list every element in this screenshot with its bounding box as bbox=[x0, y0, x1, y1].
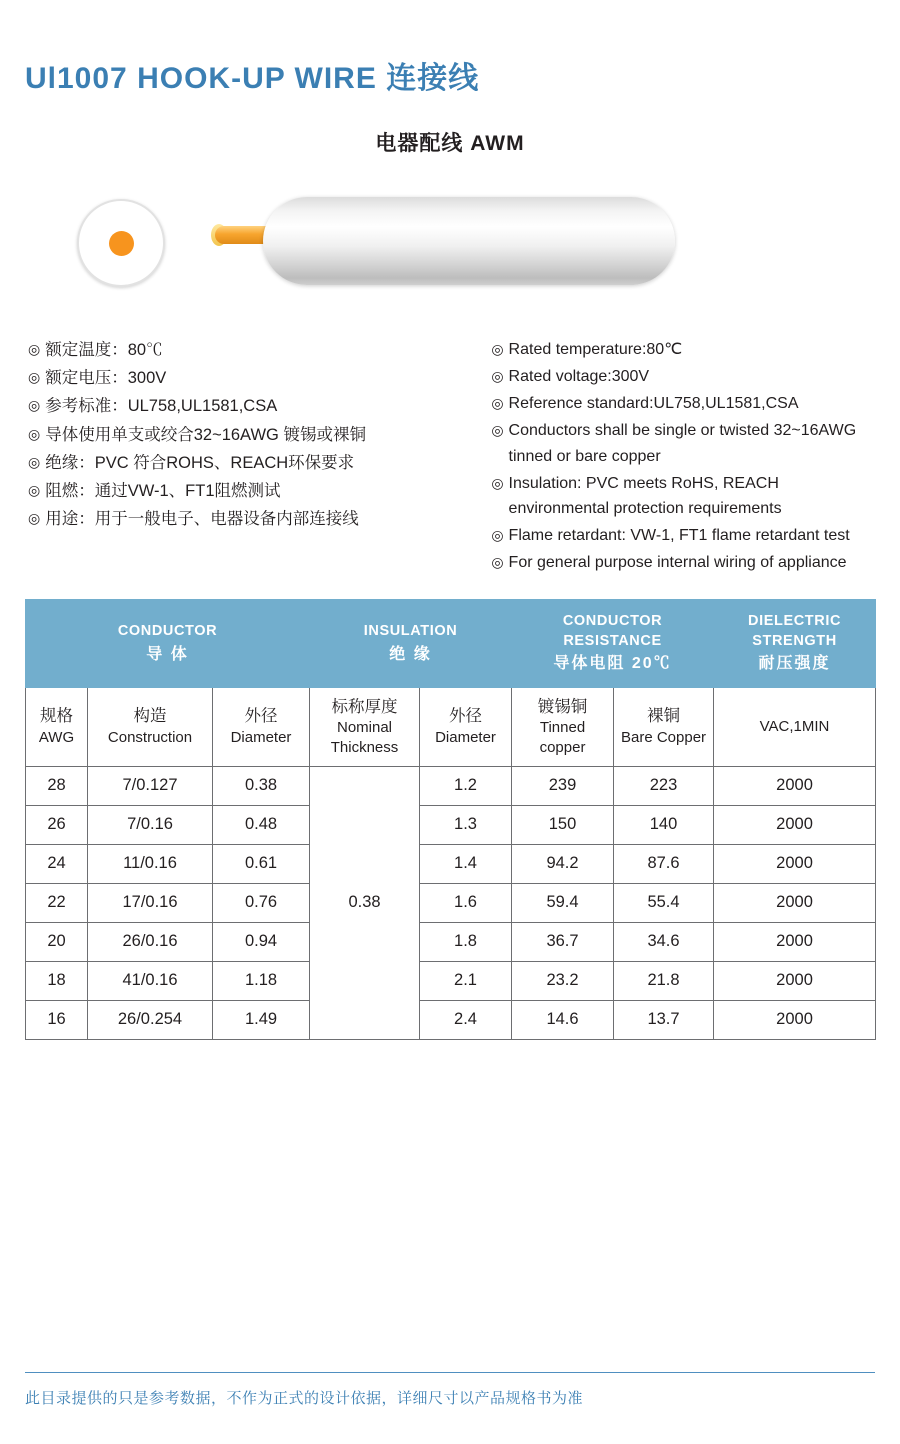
subheader-cn: 镀锡铜 bbox=[537, 697, 588, 716]
page-subtitle: 电器配线 AWM bbox=[375, 132, 525, 155]
cell-construction: 11/0.16 bbox=[88, 844, 213, 883]
spec-text: 绝缘：PVC 符合ROHS、REACH环保要求 bbox=[45, 453, 355, 472]
cell-vac: 2000 bbox=[714, 961, 876, 1000]
list-item bbox=[28, 450, 491, 477]
cell-bare-copper: 34.6 bbox=[614, 922, 714, 961]
spec-text: 额定电压：300V bbox=[45, 369, 167, 388]
subheader-en: Nominal Thickness bbox=[330, 719, 399, 756]
cell-insulation-diameter: 1.4 bbox=[420, 844, 512, 883]
bullet-icon: ◎ bbox=[28, 482, 41, 499]
cell-construction: 26/0.16 bbox=[88, 922, 213, 961]
group-header-en: INSULATION bbox=[363, 622, 458, 639]
list-item bbox=[491, 418, 875, 470]
spec-text: 阻燃：通过VW-1、FT1阻燃测试 bbox=[45, 482, 281, 501]
cell-vac: 2000 bbox=[714, 766, 876, 805]
cell-tinned-copper: 239 bbox=[512, 766, 614, 805]
subheader-en: AWG bbox=[38, 728, 75, 746]
bullet-icon: ◎ bbox=[491, 367, 504, 384]
cell-insulation-diameter: 1.3 bbox=[420, 805, 512, 844]
subheader-en: Diameter bbox=[435, 728, 496, 746]
cell-conductor-diameter: 0.76 bbox=[213, 883, 310, 922]
table-row bbox=[26, 922, 876, 961]
spec-text: 用途：用于一般电子、电器设备内部连接线 bbox=[45, 510, 359, 529]
subheader-conductor-diameter bbox=[213, 687, 310, 766]
group-header-cn: 耐压强度 bbox=[758, 655, 831, 673]
cell-vac: 2000 bbox=[714, 922, 876, 961]
wire-cross-section-icon bbox=[77, 199, 165, 287]
bullet-icon: ◎ bbox=[28, 397, 41, 414]
wire-insulation-body bbox=[263, 197, 675, 285]
cell-construction: 17/0.16 bbox=[88, 883, 213, 922]
cell-tinned-copper: 150 bbox=[512, 805, 614, 844]
table-row bbox=[26, 766, 876, 805]
subheader-en: VAC,1MIN bbox=[759, 718, 830, 736]
list-item bbox=[491, 550, 875, 576]
subheader-tinned-copper bbox=[512, 687, 614, 766]
cell-bare-copper: 55.4 bbox=[614, 883, 714, 922]
footer-divider bbox=[25, 1372, 875, 1373]
specifications bbox=[25, 337, 875, 577]
bullet-icon: ◎ bbox=[491, 421, 504, 438]
subheader-en: Diameter bbox=[230, 728, 292, 746]
bullet-icon: ◎ bbox=[28, 510, 41, 527]
subheader-cn: 规格 bbox=[40, 707, 73, 726]
subheader-awg bbox=[26, 687, 88, 766]
specification-table bbox=[25, 599, 876, 1040]
subheader-insulation-diameter bbox=[420, 687, 512, 766]
cell-vac: 2000 bbox=[714, 844, 876, 883]
subheader-cn: 标称厚度 bbox=[331, 697, 398, 716]
cell-bare-copper: 87.6 bbox=[614, 844, 714, 883]
cell-conductor-diameter: 0.94 bbox=[213, 922, 310, 961]
bullet-icon: ◎ bbox=[491, 554, 504, 571]
cell-nominal-thickness: 0.38 bbox=[310, 766, 420, 1039]
list-item bbox=[28, 365, 491, 392]
bullet-icon: ◎ bbox=[28, 369, 41, 386]
table-row bbox=[26, 805, 876, 844]
conductor-core bbox=[109, 231, 134, 256]
cell-tinned-copper: 36.7 bbox=[512, 922, 614, 961]
spec-text: Conductors shall be single or twisted 32~16AWG tinned or bare copper bbox=[508, 421, 857, 465]
cell-awg: 28 bbox=[26, 766, 88, 805]
group-header-resistance bbox=[512, 600, 714, 688]
spec-text: Reference standard:UL758,UL1581,CSA bbox=[508, 394, 799, 412]
spec-text: For general purpose internal wiring of appliance bbox=[508, 554, 847, 572]
group-header-dielectric bbox=[714, 600, 876, 688]
cell-insulation-diameter: 2.1 bbox=[420, 961, 512, 1000]
bullet-icon: ◎ bbox=[491, 474, 504, 491]
spec-text: Rated temperature:80℃ bbox=[508, 341, 683, 358]
specs-english bbox=[491, 337, 875, 577]
page-title-cn: 连接线 bbox=[386, 62, 480, 95]
list-item bbox=[491, 364, 875, 390]
list-item bbox=[28, 506, 491, 533]
spec-table-wrapper bbox=[25, 599, 875, 1040]
list-item bbox=[28, 393, 491, 420]
cell-bare-copper: 21.8 bbox=[614, 961, 714, 1000]
wire-illustration bbox=[25, 179, 875, 319]
cell-awg: 26 bbox=[26, 805, 88, 844]
specs-chinese bbox=[25, 337, 491, 577]
bullet-icon: ◎ bbox=[28, 453, 41, 470]
bullet-icon: ◎ bbox=[28, 341, 41, 357]
group-header-conductor bbox=[26, 600, 310, 688]
spec-text: Insulation: PVC meets RoHS, REACH environmental protection requirements bbox=[508, 474, 782, 518]
group-header-cn: 导 体 bbox=[146, 645, 189, 663]
cell-vac: 2000 bbox=[714, 883, 876, 922]
subheader-en: Tinned copper bbox=[539, 719, 586, 756]
cell-tinned-copper: 14.6 bbox=[512, 1000, 614, 1039]
subheader-bare-copper bbox=[614, 687, 714, 766]
page-title-en: Ul1007 HOOK-UP WIRE bbox=[25, 62, 377, 95]
group-header-cn: 导体电阻 20℃ bbox=[553, 655, 672, 673]
bullet-icon: ◎ bbox=[491, 394, 504, 411]
page-footer bbox=[25, 1372, 875, 1408]
subheader-en: Construction bbox=[107, 728, 193, 746]
subheader-construction bbox=[88, 687, 213, 766]
cell-insulation-diameter: 1.6 bbox=[420, 883, 512, 922]
cell-conductor-diameter: 0.61 bbox=[213, 844, 310, 883]
subheader-cn: 构造 bbox=[133, 707, 167, 726]
cell-construction: 26/0.254 bbox=[88, 1000, 213, 1039]
cell-insulation-diameter: 2.4 bbox=[420, 1000, 512, 1039]
cell-awg: 24 bbox=[26, 844, 88, 883]
cell-awg: 20 bbox=[26, 922, 88, 961]
bullet-icon: ◎ bbox=[28, 425, 41, 442]
list-item bbox=[28, 422, 491, 449]
cell-awg: 22 bbox=[26, 883, 88, 922]
group-header-en: CONDUCTOR bbox=[117, 622, 218, 639]
table-row bbox=[26, 883, 876, 922]
table-group-header-row bbox=[26, 600, 876, 688]
list-item bbox=[491, 471, 875, 523]
spec-text: Rated voltage:300V bbox=[508, 367, 650, 385]
cell-vac: 2000 bbox=[714, 1000, 876, 1039]
cell-insulation-diameter: 1.2 bbox=[420, 766, 512, 805]
page-title bbox=[25, 0, 875, 95]
cell-insulation-diameter: 1.8 bbox=[420, 922, 512, 961]
spec-text: 额定温度：80℃ bbox=[45, 341, 163, 359]
table-row bbox=[26, 1000, 876, 1039]
cell-conductor-diameter: 1.49 bbox=[213, 1000, 310, 1039]
group-header-en: CONDUCTOR RESISTANCE bbox=[562, 613, 663, 649]
table-row bbox=[26, 844, 876, 883]
cell-construction: 7/0.127 bbox=[88, 766, 213, 805]
group-header-cn: 绝 缘 bbox=[389, 645, 432, 663]
cell-construction: 41/0.16 bbox=[88, 961, 213, 1000]
list-item bbox=[491, 391, 875, 417]
cell-conductor-diameter: 0.38 bbox=[213, 766, 310, 805]
cell-construction: 7/0.16 bbox=[88, 805, 213, 844]
cell-awg: 18 bbox=[26, 961, 88, 1000]
cell-conductor-diameter: 1.18 bbox=[213, 961, 310, 1000]
footer-note: 此目录提供的只是参考数据，不作为正式的设计依据，详细尺寸以产品规格书为准 bbox=[25, 1390, 584, 1407]
subheader-vac bbox=[714, 687, 876, 766]
bullet-icon: ◎ bbox=[491, 527, 504, 544]
list-item bbox=[28, 337, 491, 364]
cell-conductor-diameter: 0.48 bbox=[213, 805, 310, 844]
cell-tinned-copper: 23.2 bbox=[512, 961, 614, 1000]
group-header-en: DIELECTRIC STRENGTH bbox=[748, 613, 842, 649]
group-header-insulation bbox=[310, 600, 512, 688]
cell-bare-copper: 223 bbox=[614, 766, 714, 805]
spec-text: 参考标准：UL758,UL1581,CSA bbox=[45, 397, 278, 416]
subheader-nominal-thickness bbox=[310, 687, 420, 766]
subheader-cn: 外径 bbox=[244, 707, 278, 726]
cell-tinned-copper: 59.4 bbox=[512, 883, 614, 922]
list-item bbox=[491, 337, 875, 363]
table-row bbox=[26, 961, 876, 1000]
subheader-en: Bare Copper bbox=[620, 728, 707, 746]
subheader-cn: 裸铜 bbox=[647, 707, 681, 726]
bullet-icon: ◎ bbox=[491, 341, 504, 357]
spec-text: Flame retardant: VW-1, FT1 flame retardant test bbox=[508, 527, 850, 545]
list-item bbox=[491, 523, 875, 549]
table-subheader-row bbox=[26, 687, 876, 766]
cell-bare-copper: 140 bbox=[614, 805, 714, 844]
subheader-cn: 外径 bbox=[449, 707, 483, 726]
cell-awg: 16 bbox=[26, 1000, 88, 1039]
list-item bbox=[28, 478, 491, 505]
cell-bare-copper: 13.7 bbox=[614, 1000, 714, 1039]
cell-vac: 2000 bbox=[714, 805, 876, 844]
spec-text: 导体使用单支或绞合32~16AWG 镀锡或裸铜 bbox=[45, 425, 366, 444]
cell-tinned-copper: 94.2 bbox=[512, 844, 614, 883]
